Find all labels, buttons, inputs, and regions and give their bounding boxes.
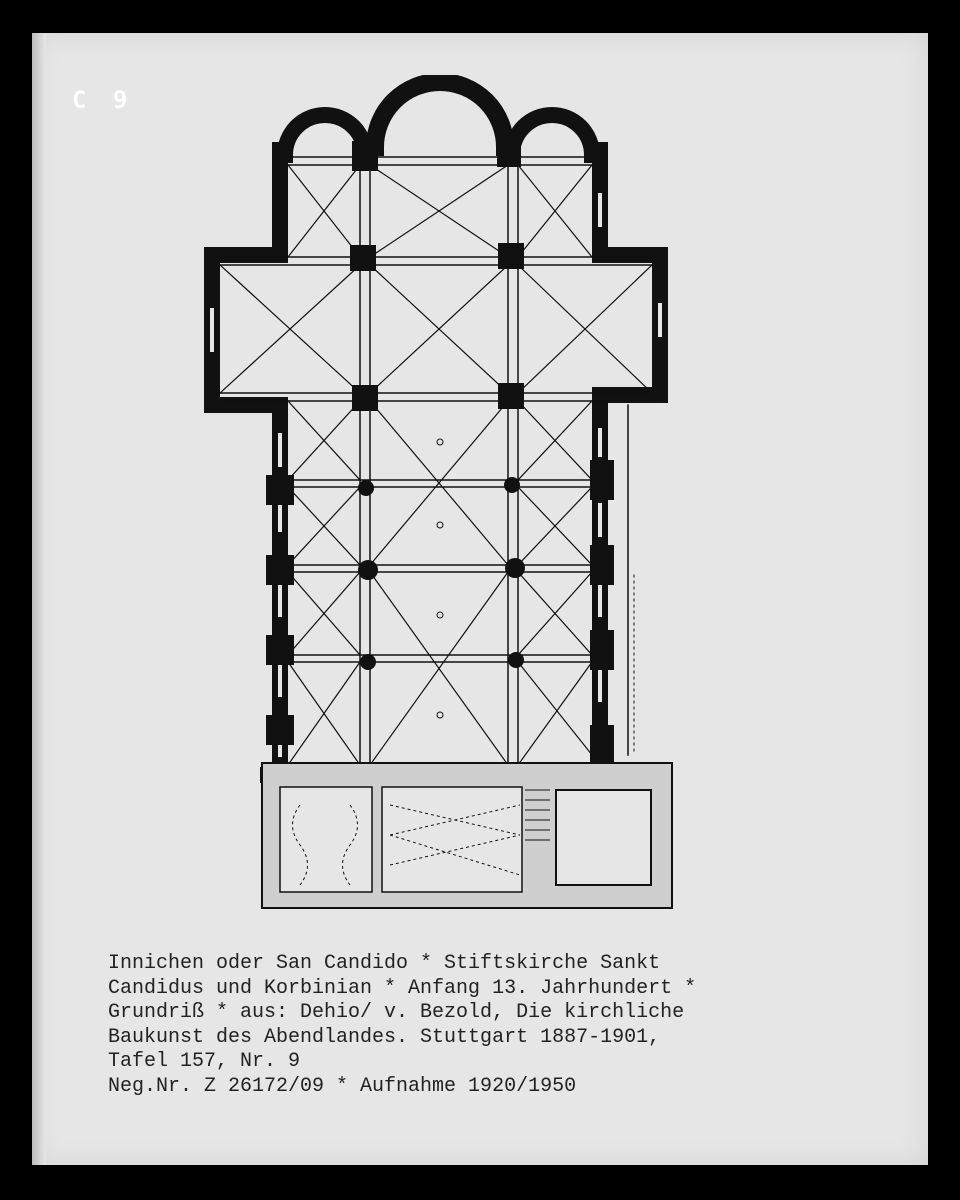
caption-block — [108, 952, 828, 1099]
apse-center — [375, 82, 505, 147]
caption-line: Candidus und Korbinian * Anfang 13. Jahrhundert * — [108, 976, 697, 1000]
floor-plan-drawing — [190, 75, 690, 925]
card-edge-shadow — [32, 33, 46, 1165]
westwork — [262, 763, 672, 908]
apse-right — [512, 115, 592, 155]
caption-line: Innichen oder San Candido * Stiftskirche Sankt — [108, 952, 661, 975]
caption-line: Baukunst des Abendlandes. Stuttgart 1887-1901, — [108, 1025, 661, 1049]
sheet-label: C 9 — [72, 86, 134, 114]
caption-line: Tafel 157, Nr. 9 — [108, 1050, 301, 1073]
caption-line: Grundriß * aus: Dehio/ v. Bezold, Die kirchliche — [108, 1001, 685, 1024]
caption-line: Neg.Nr. Z 26172/09 * Aufnahme 1920/1950 — [108, 1074, 577, 1098]
